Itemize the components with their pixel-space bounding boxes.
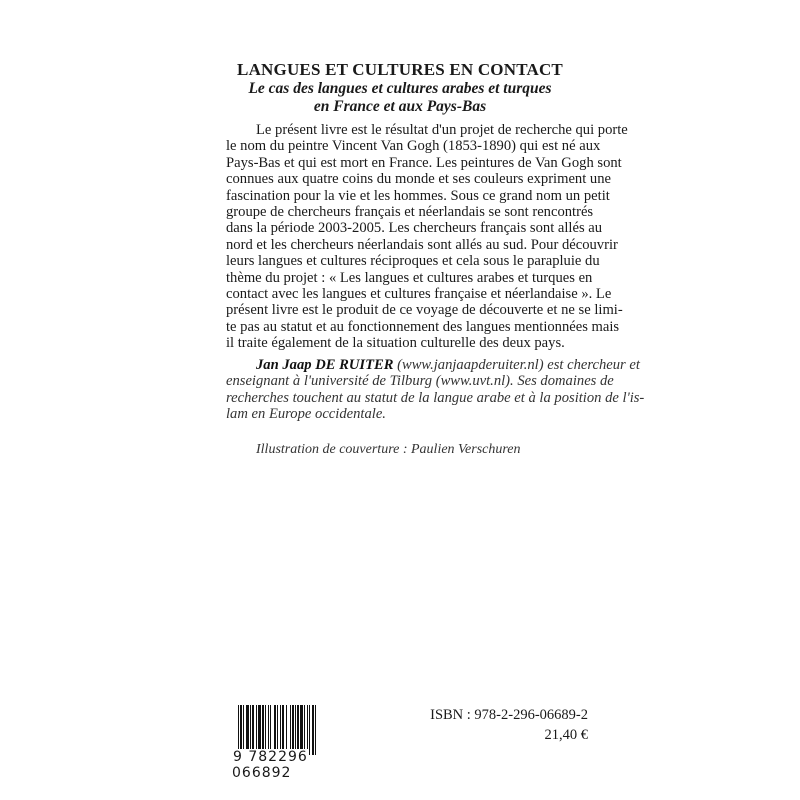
- description-line: thème du projet : « Les langues et cultures arabes et turques en: [226, 269, 593, 286]
- barcode-bar: [265, 705, 266, 755]
- description-line: nord et les chercheurs néerlandais sont allés au sud. Pour découvrir: [226, 236, 618, 253]
- author-bio: [226, 357, 645, 423]
- barcode-bar: [297, 705, 299, 755]
- barcode-bar: [238, 705, 239, 755]
- description-line: le nom du peintre Vincent Van Gogh (1853-1890) qui est né aux: [226, 138, 601, 155]
- book-title: LANGUES ET CULTURES EN CONTACT: [237, 60, 563, 79]
- barcode-bar: [250, 705, 251, 755]
- barcode-bar: [240, 705, 242, 755]
- barcode-bars: [238, 705, 354, 755]
- barcode-bar: [286, 705, 287, 755]
- subtitle-line-2: en France et aux Pays-Bas: [313, 98, 487, 115]
- description-line: te pas au statut et au fonctionnement des langues mentionnées mais: [226, 318, 620, 335]
- isbn: ISBN : 978-2-296-06689-2: [430, 707, 588, 723]
- description-line: Le présent livre est le résultat d'un projet de recherche qui porte: [256, 122, 628, 138]
- barcode-bar: [262, 705, 264, 755]
- barcode-bar: [300, 705, 303, 755]
- barcode-bar: [246, 705, 249, 755]
- barcode-bar: [282, 705, 284, 755]
- description-line: présent livre est le produit de ce voyage de découverte et ne se limi-: [226, 302, 623, 319]
- barcode-bar: [315, 705, 316, 755]
- barcode-bar: [312, 705, 314, 755]
- description-line: Pays-Bas et qui est mort en France. Les peintures de Van Gogh sont: [226, 154, 622, 171]
- barcode-bar: [268, 705, 269, 755]
- barcode-bar: [280, 705, 281, 755]
- author-name: Jan Jaap DE RUITER: [256, 357, 394, 373]
- barcode-bar: [309, 705, 310, 755]
- price: 21,40 €: [544, 727, 588, 743]
- description-line: il traite également de la situation culturelle des deux pays.: [226, 335, 565, 352]
- barcode-bar: [290, 705, 291, 755]
- description-line: contact avec les langues et cultures française et néerlandaise ». Le: [226, 285, 612, 302]
- barcode-bar: [295, 705, 296, 755]
- author-bio-line: enseignant à l'université de Tilburg (www.uvt.nl). Ses domaines de: [226, 373, 614, 390]
- description-line: groupe de chercheurs français et néerlandais se sont rencontrés: [226, 203, 594, 220]
- barcode-bar: [270, 705, 271, 755]
- subtitle-line-1: Le cas des langues et cultures arabes et turques: [248, 80, 552, 97]
- barcode-bar: [304, 705, 305, 755]
- description-line: fascination pour la vie et les hommes. Sous ce grand nom un petit: [226, 187, 610, 204]
- barcode-bar: [258, 705, 261, 755]
- barcode-bar: [252, 705, 254, 755]
- illustration-credit: Illustration de couverture : Paulien Verschuren: [256, 442, 521, 457]
- description-paragraph: [226, 122, 628, 352]
- barcode-digits: 9 782296 066892: [232, 749, 308, 781]
- author-bio-line: recherches touchent au statut de la langue arabe et à la position de l'is-: [226, 389, 645, 406]
- description-line: connues aux quatre coins du monde et ses couleurs expriment une: [226, 171, 612, 188]
- barcode-bar: [307, 705, 308, 755]
- barcode-bar: [256, 705, 257, 755]
- author-bio-text: (www.janjaapderuiter.nl) est chercheur et: [393, 357, 640, 373]
- description-line: dans la période 2003-2005. Les chercheurs français sont allés au: [226, 220, 603, 237]
- barcode-bar: [274, 705, 276, 755]
- barcode-bar: [292, 705, 294, 755]
- description-line: leurs langues et cultures réciproques et cela sous le parapluie du: [226, 253, 600, 270]
- author-bio-line: lam en Europe occidentale.: [226, 406, 386, 423]
- barcode-bar: [277, 705, 278, 755]
- barcode: [232, 705, 360, 781]
- barcode-bar: [243, 705, 244, 755]
